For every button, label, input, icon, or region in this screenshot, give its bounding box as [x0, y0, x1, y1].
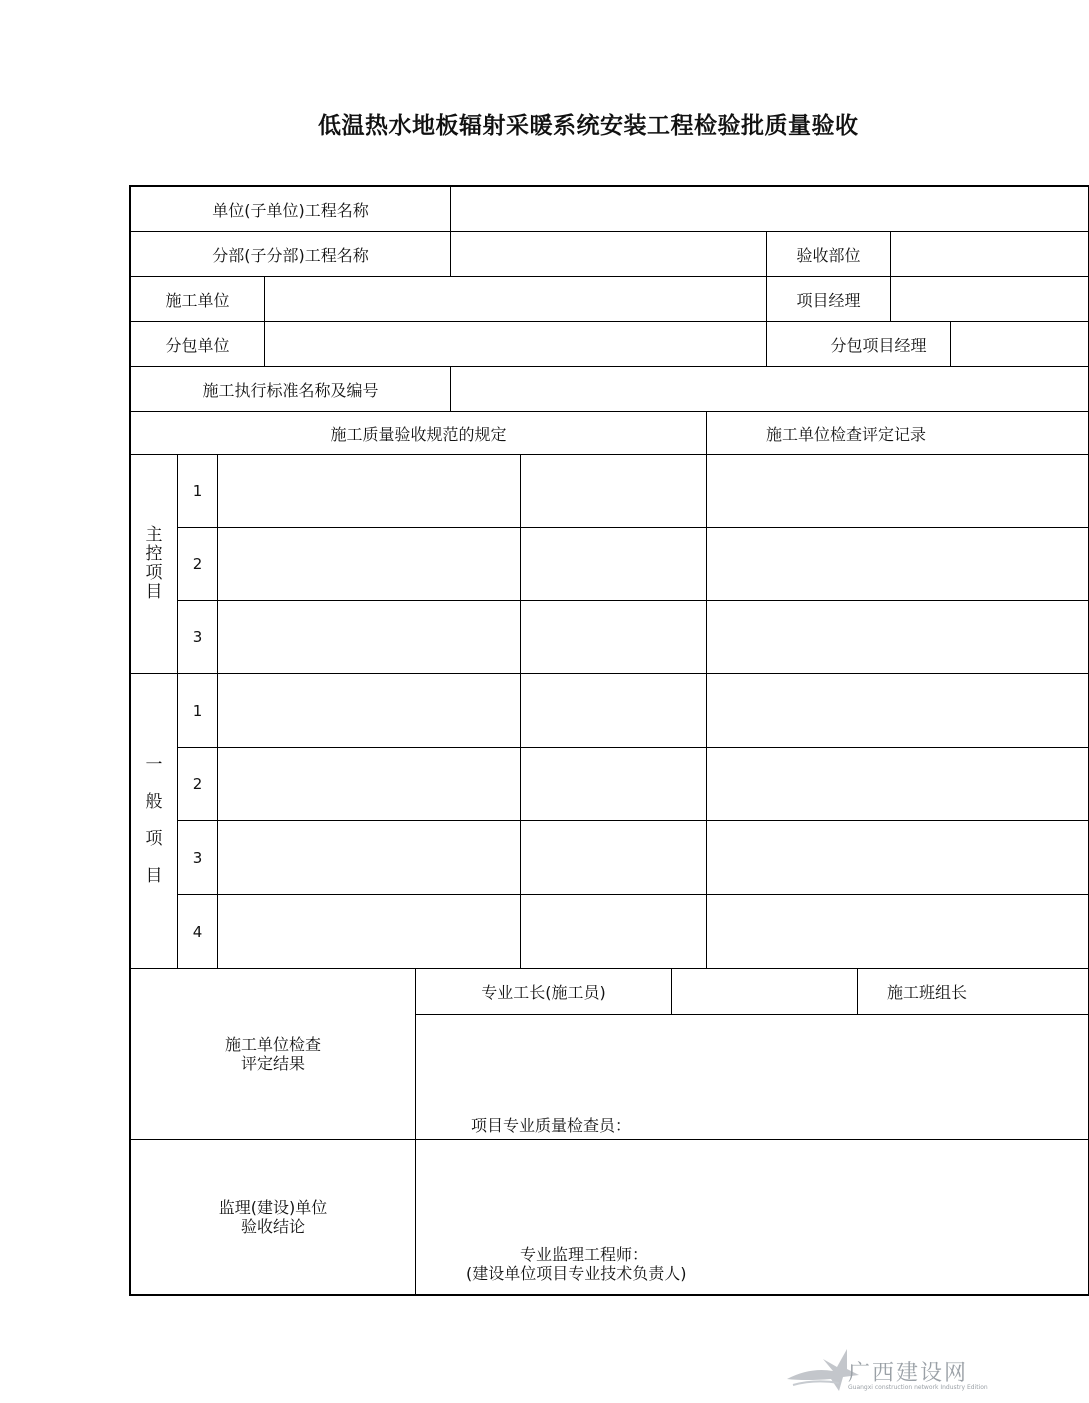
main-item-number: 2	[178, 528, 218, 601]
watermark-site-name: 广西建设网	[848, 1361, 969, 1386]
general-item-number: 2	[178, 748, 218, 821]
general-item-spec[interactable]	[218, 895, 521, 969]
main-item-standard[interactable]	[521, 455, 707, 528]
foreman-value[interactable]	[672, 969, 858, 1015]
standard-value[interactable]	[451, 367, 1089, 412]
check-column-header: 施工单位检查评定记录	[707, 412, 1089, 455]
main-item-spec[interactable]	[218, 455, 521, 528]
inspection-form	[129, 185, 968, 1296]
general-item-check[interactable]	[707, 895, 1089, 969]
construction-unit-label: 施工单位	[129, 277, 265, 322]
general-item-spec[interactable]	[218, 748, 521, 821]
main-item-check[interactable]	[707, 455, 1089, 528]
main-item-standard[interactable]	[521, 528, 707, 601]
supervision-conclusion-label: 监理(建设)单位 验收结论	[129, 1140, 416, 1296]
main-item-check[interactable]	[707, 528, 1089, 601]
general-items-label: 一 般 项 目	[129, 674, 178, 969]
watermark-subtitle: Guangxi construction network Industry Edition	[848, 1384, 988, 1391]
unit-project-value[interactable]	[451, 185, 1089, 232]
main-item-number: 3	[178, 601, 218, 674]
general-item-check[interactable]	[707, 748, 1089, 821]
general-item-check[interactable]	[707, 674, 1089, 748]
main-item-spec[interactable]	[218, 601, 521, 674]
team-leader-label: 施工班组长	[858, 969, 1089, 1015]
general-item-standard[interactable]	[521, 895, 707, 969]
subcontract-manager-label: 分包项目经理	[767, 322, 951, 367]
general-item-standard[interactable]	[521, 748, 707, 821]
inspection-result-label: 施工单位检查 评定结果	[129, 969, 416, 1140]
subcontract-unit-value[interactable]	[265, 322, 767, 367]
unit-project-label: 单位(子单位)工程名称	[129, 185, 451, 232]
general-item-standard[interactable]	[521, 821, 707, 895]
standard-label: 施工执行标准名称及编号	[129, 367, 451, 412]
acceptance-part-value[interactable]	[891, 232, 1089, 277]
main-item-number: 1	[178, 455, 218, 528]
form-title: 低温热水地板辐射采暖系统安装工程检验批质量验收	[318, 113, 859, 139]
general-item-number: 1	[178, 674, 218, 748]
general-item-check[interactable]	[707, 821, 1089, 895]
sub-project-label: 分部(子分部)工程名称	[129, 232, 451, 277]
general-item-number: 3	[178, 821, 218, 895]
project-manager-value[interactable]	[891, 277, 1089, 322]
construction-tech-lead-note: (建设单位项目专业技术负责人)	[466, 1264, 687, 1283]
construction-unit-value[interactable]	[265, 277, 767, 322]
spec-column-header: 施工质量验收规范的规定	[129, 412, 707, 455]
main-items-label: 主 控 项 目	[129, 455, 178, 674]
main-item-standard[interactable]	[521, 601, 707, 674]
sub-project-value[interactable]	[451, 232, 767, 277]
general-item-spec[interactable]	[218, 821, 521, 895]
project-manager-label: 项目经理	[767, 277, 891, 322]
main-item-spec[interactable]	[218, 528, 521, 601]
inspector-signature-label: 项目专业质量检查员：	[471, 1116, 632, 1135]
subcontract-manager-value[interactable]	[951, 322, 1089, 367]
acceptance-part-label: 验收部位	[767, 232, 891, 277]
foreman-label: 专业工长(施工员)	[416, 969, 672, 1015]
general-item-standard[interactable]	[521, 674, 707, 748]
main-item-check[interactable]	[707, 601, 1089, 674]
supervision-engineer-label: 专业监理工程师：	[520, 1245, 649, 1264]
general-item-spec[interactable]	[218, 674, 521, 748]
subcontract-unit-label: 分包单位	[129, 322, 265, 367]
general-item-number: 4	[178, 895, 218, 969]
